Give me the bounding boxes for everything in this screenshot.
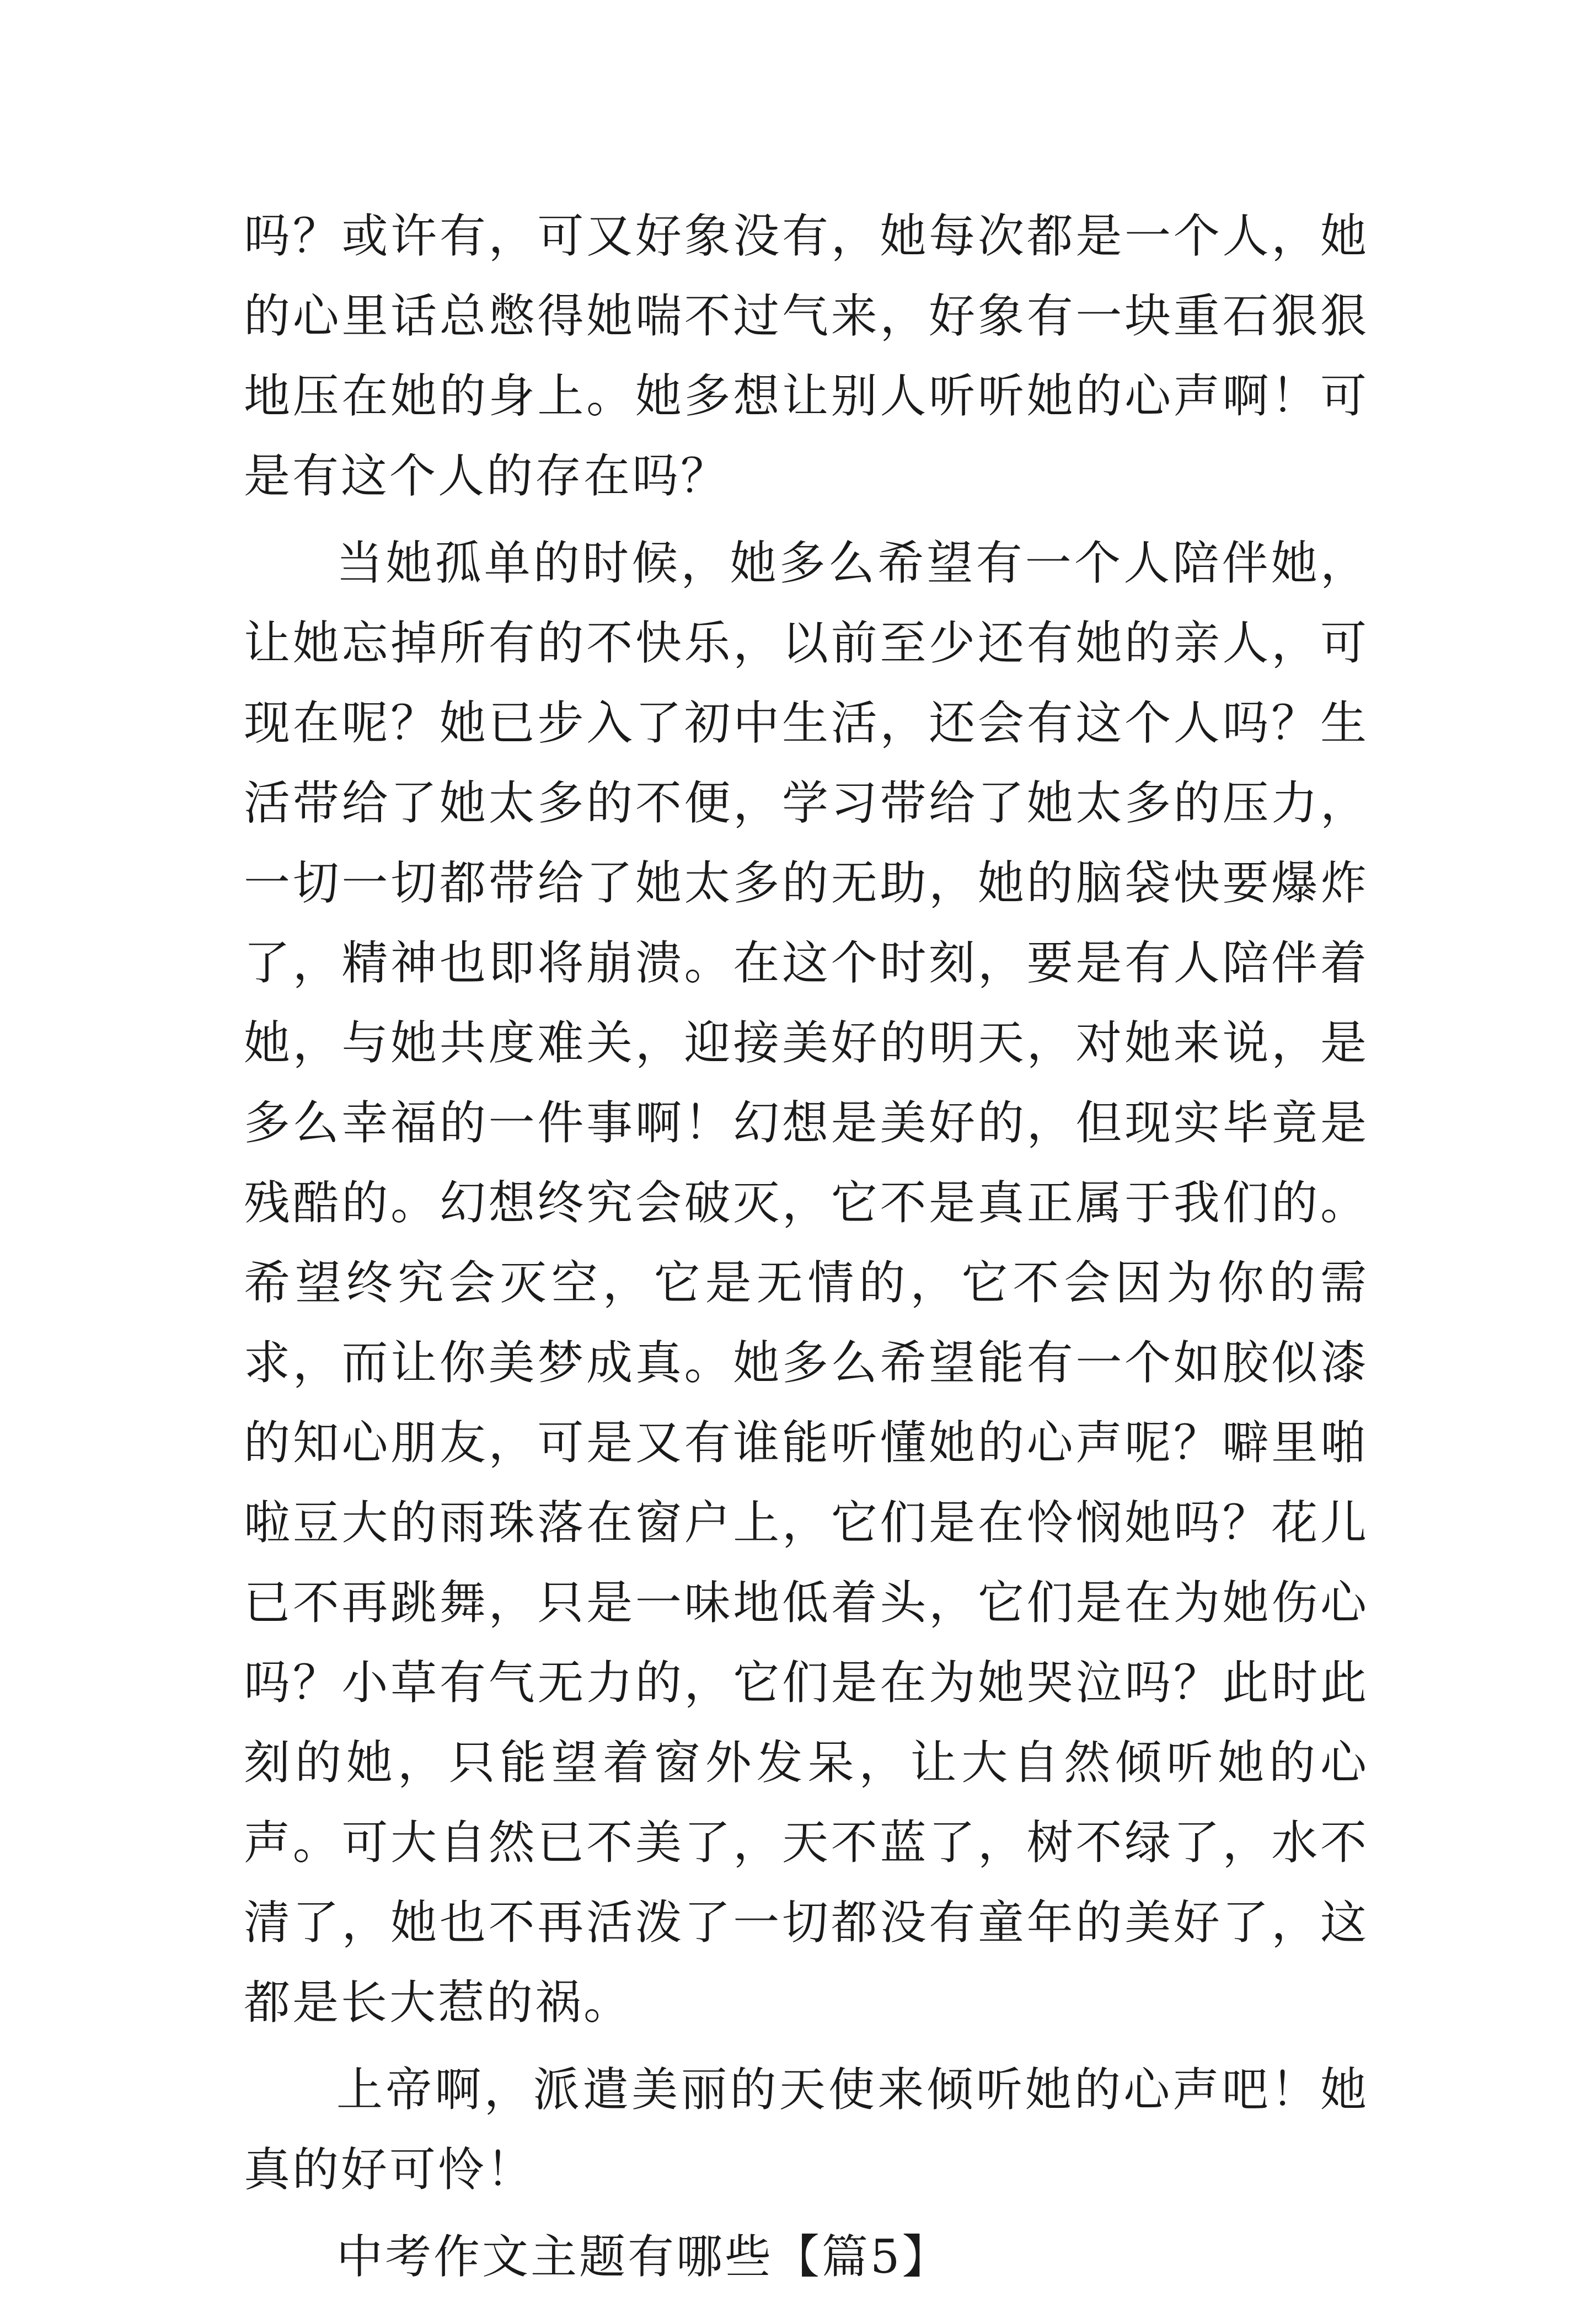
paragraph-continuation: 吗？或许有，可又好象没有，她每次都是一个人，她的心里话总憋得她喘不过气来，好象有一块重石狠狠地压在她的身上。她多想让别人听听她的心声啊！可是有这个人的存在吗？ [244, 209, 1369, 503]
section-heading: 中考作文主题有哪些【篇5】 [336, 2230, 951, 2284]
paragraph-closing: 上帝啊，派遣美丽的天使来倾听她的心声吧！她真的好可怜！ [244, 2063, 1369, 2197]
article-body [244, 196, 1369, 2297]
paragraph-loneliness: 当她孤单的时候，她多么希望有一个人陪伴她，让她忘掉所有的不快乐，以前至少还有她的亲人，可现在呢？她已步入了初中生活，还会有这个人吗？生活带给了她太多的不便，学习带给了她太多的压力，一切一切都带给了她太多的无助，她的脑袋快要爆炸了，精神也即将崩溃。在这个时刻，要是有人陪伴着她，与她共度难关，迎接美好的明天，对她来说，是多么幸福的一件事啊！幻想是美好的，但现实毕竟是残酷的。幻想终究会破灭，它不是真正属于我们的。希望终究会灭空，它是无情的，它不会因为你的需求，而让你美梦成真。她多么希望能有一个如胶似漆的知心朋友，可是又有谁能听懂她的心声呢？噼里啪啦豆大的雨珠落在窗户上，它们是在怜悯她吗？花儿已不再跳舞，只是一味地低着头，它们是在为她伤心吗？小草有气无力的，它们是在为她哭泣吗？此时此刻的她，只能望着窗外发呆，让大自然倾听她的心声。可大自然已不美了，天不蓝了，树不绿了，水不清了，她也不再活泼了一切都没有童年的美好了，这都是长大惹的祸。 [244, 536, 1369, 2030]
